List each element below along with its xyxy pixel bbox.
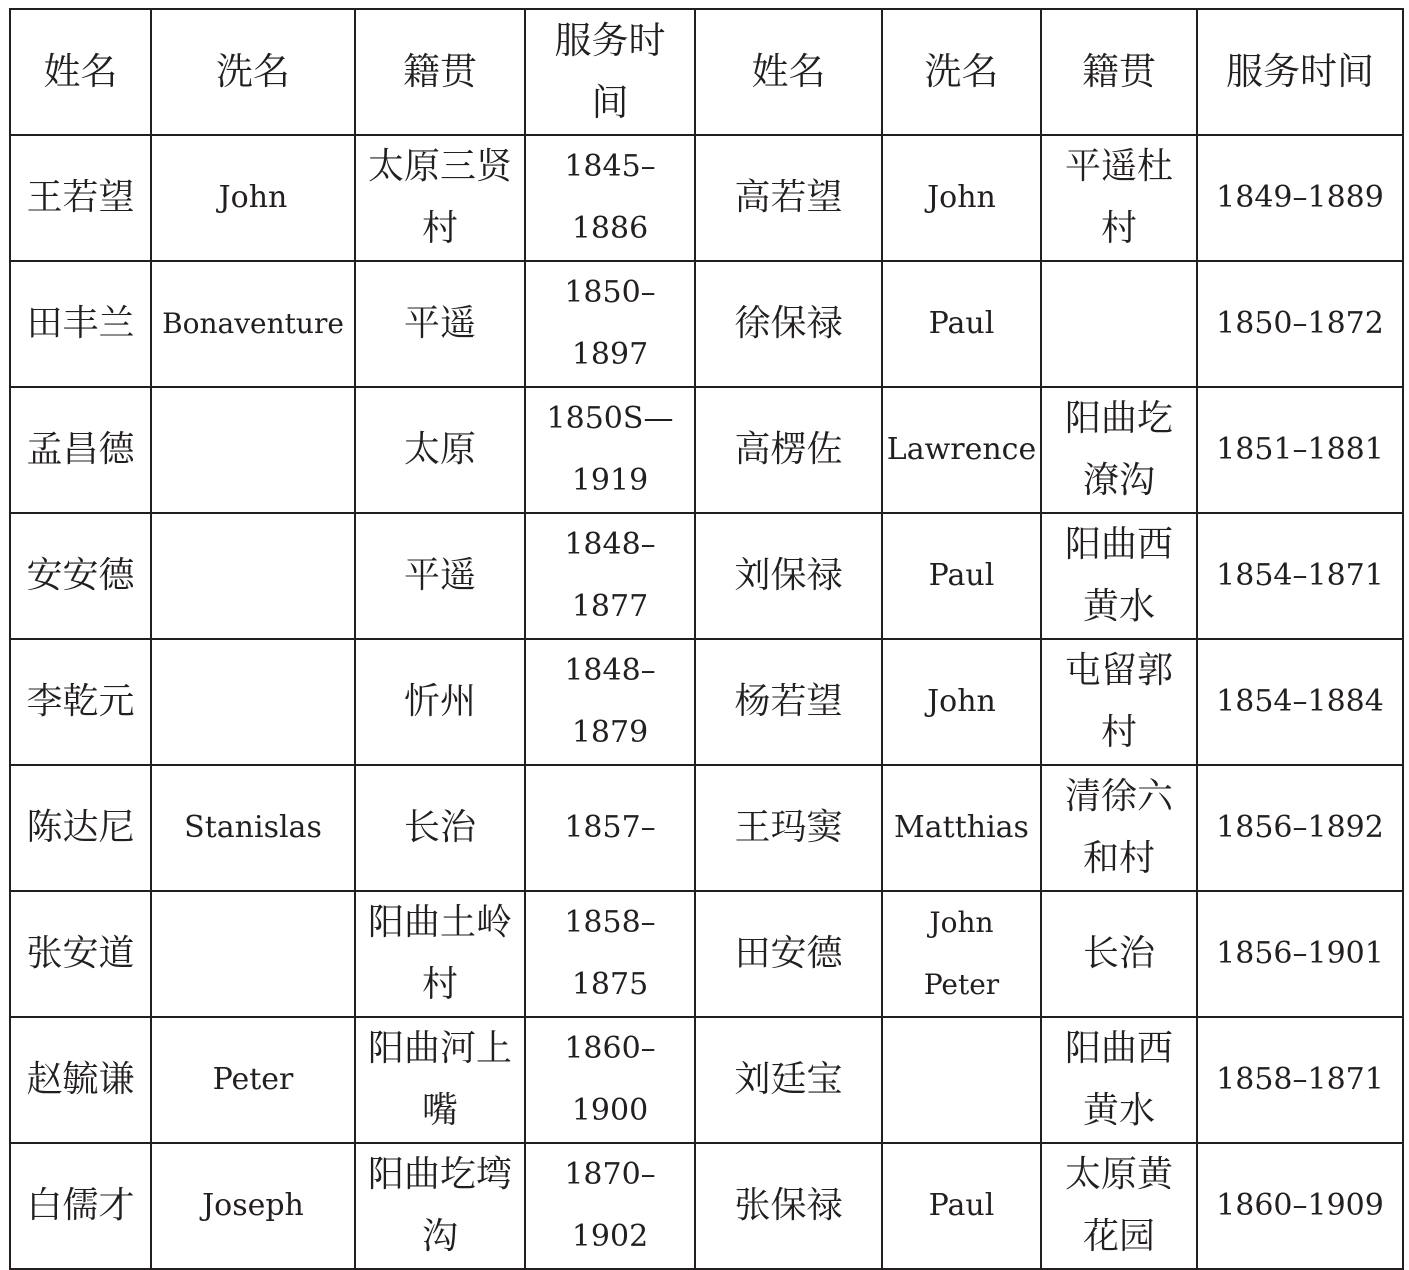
service-years-right-text: 1854–1871: [1216, 558, 1384, 593]
cell-origin-left: [355, 513, 525, 639]
cell-service-years-left: [525, 1017, 695, 1143]
cell-origin-right: [1041, 891, 1197, 1017]
service-years-right-text: 1851–1881: [1216, 432, 1384, 467]
cell-service-years-left: [525, 261, 695, 387]
cell-baptismal-name-left: [151, 891, 355, 1017]
cell-service-years-right: [1197, 891, 1403, 1017]
table-row: [10, 639, 1403, 765]
service-years-right-text: 1856–1892: [1216, 810, 1384, 845]
name-left-text: 孟昌德: [26, 429, 135, 470]
cell-origin-right: [1041, 765, 1197, 891]
name-left-text: 李乾元: [26, 681, 135, 722]
name-right-text: 王玛窦: [734, 807, 843, 848]
header-cell-baptismal-right: 洗名: [882, 9, 1041, 135]
cell-name-right: [695, 765, 882, 891]
header-row: [10, 9, 1403, 135]
name-right-text: 刘廷宝: [734, 1059, 843, 1100]
origin-right-text: 阳曲圪 潦沟: [1064, 398, 1173, 501]
name-right-text: 张保禄: [734, 1185, 843, 1226]
service-years-right-text: 1854–1884: [1216, 684, 1384, 719]
table-row: [10, 261, 1403, 387]
table-row: [10, 765, 1403, 891]
cell-name-left: [10, 639, 151, 765]
service-years-left-text: 1850S— 1919: [546, 401, 674, 498]
baptismal-name-right-text: John: [927, 684, 996, 719]
cell-service-years-right: [1197, 261, 1403, 387]
cell-service-years-left: [525, 387, 695, 513]
table-body: [10, 9, 1403, 1269]
name-left-text: 张安道: [26, 933, 135, 974]
origin-left-text: 太原三贤 村: [367, 146, 512, 249]
baptismal-name-left-text: Peter: [212, 1062, 294, 1097]
baptismal-name-right-text: John Peter: [923, 906, 1000, 1001]
header-cell-name-right: 姓名: [695, 9, 882, 135]
cell-name-right: [695, 135, 882, 261]
table-row: [10, 135, 1403, 261]
cell-baptismal-name-left: [151, 639, 355, 765]
cell-service-years-left: [525, 1143, 695, 1269]
origin-left-text: 阳曲圪塆 沟: [367, 1154, 512, 1257]
cell-baptismal-name-left: [151, 135, 355, 261]
cell-service-years-right: [1197, 135, 1403, 261]
baptismal-name-left-text: John: [218, 180, 288, 215]
cell-service-years-right: [1197, 1143, 1403, 1269]
table-row: [10, 387, 1403, 513]
cell-service-years-right: [1197, 765, 1403, 891]
origin-left-text: 忻州: [403, 681, 476, 722]
cell-baptismal-name-right: [882, 387, 1041, 513]
cell-baptismal-name-right: [882, 513, 1041, 639]
service-years-left-text: 1857–: [564, 810, 656, 845]
cell-origin-left: [355, 1017, 525, 1143]
service-years-right-text: 1860–1909: [1216, 1188, 1384, 1223]
table-row: [10, 513, 1403, 639]
priest-roster-table: [9, 8, 1404, 1270]
origin-right-text: 长治: [1082, 933, 1155, 974]
table-row: [10, 891, 1403, 1017]
name-left-text: 安安德: [26, 555, 135, 596]
cell-service-years-right: [1197, 513, 1403, 639]
service-years-left-text: 1848– 1879: [564, 653, 656, 750]
cell-origin-left: [355, 387, 525, 513]
header-cell-years-left: 服务时 间: [525, 9, 695, 135]
origin-left-text: 平遥: [403, 303, 476, 344]
cell-baptismal-name-left: [151, 513, 355, 639]
cell-baptismal-name-right: [882, 1017, 1041, 1143]
service-years-left-text: 1870– 1902: [564, 1157, 656, 1254]
cell-origin-right: [1041, 261, 1197, 387]
cell-name-right: [695, 639, 882, 765]
cell-name-left: [10, 1017, 151, 1143]
cell-name-right: [695, 387, 882, 513]
cell-name-left: [10, 513, 151, 639]
cell-baptismal-name-right: [882, 1143, 1041, 1269]
origin-right-text: 平遥杜 村: [1064, 146, 1173, 249]
name-right-text: 杨若望: [734, 681, 843, 722]
origin-right-text: 屯留郭 村: [1064, 650, 1173, 753]
name-right-text: 高若望: [734, 177, 843, 218]
cell-service-years-right: [1197, 1017, 1403, 1143]
service-years-left-text: 1845– 1886: [564, 149, 656, 246]
cell-baptismal-name-left: [151, 387, 355, 513]
header-cell-origin-left: 籍贯: [355, 9, 525, 135]
cell-baptismal-name-left: [151, 1017, 355, 1143]
name-left-text: 白儒才: [26, 1185, 135, 1226]
cell-baptismal-name-right: [882, 261, 1041, 387]
header-cell-baptismal-left: 洗名: [151, 9, 355, 135]
cell-baptismal-name-right: [882, 639, 1041, 765]
cell-name-right: [695, 513, 882, 639]
cell-baptismal-name-right: [882, 891, 1041, 1017]
name-right-text: 田安德: [734, 933, 843, 974]
cell-name-left: [10, 765, 151, 891]
cell-service-years-left: [525, 513, 695, 639]
cell-name-left: [10, 135, 151, 261]
baptismal-name-left-text: Bonaventure: [162, 307, 344, 340]
origin-right-text: 阳曲西 黄水: [1064, 524, 1173, 627]
cell-origin-left: [355, 891, 525, 1017]
service-years-right-text: 1849–1889: [1216, 180, 1384, 215]
cell-origin-right: [1041, 513, 1197, 639]
cell-name-left: [10, 1143, 151, 1269]
cell-baptismal-name-left: [151, 1143, 355, 1269]
cell-service-years-left: [525, 765, 695, 891]
cell-service-years-right: [1197, 639, 1403, 765]
origin-right-text: 阳曲西 黄水: [1064, 1028, 1173, 1131]
name-left-text: 赵毓谦: [26, 1059, 135, 1100]
name-right-text: 高楞佐: [734, 429, 843, 470]
baptismal-name-left-text: Stanislas: [184, 810, 322, 845]
service-years-right-text: 1850–1872: [1216, 306, 1384, 341]
cell-baptismal-name-left: [151, 261, 355, 387]
baptismal-name-right-text: Paul: [928, 558, 995, 593]
origin-left-text: 阳曲土岭 村: [367, 902, 512, 1005]
cell-service-years-left: [525, 135, 695, 261]
service-years-left-text: 1858– 1875: [564, 905, 656, 1002]
cell-baptismal-name-right: [882, 135, 1041, 261]
origin-right-text: 清徐六 和村: [1064, 776, 1173, 879]
origin-left-text: 太原: [403, 429, 476, 470]
header-cell-years-right: 服务时间: [1197, 9, 1403, 135]
cell-origin-left: [355, 1143, 525, 1269]
cell-service-years-left: [525, 639, 695, 765]
cell-origin-right: [1041, 135, 1197, 261]
service-years-left-text: 1850– 1897: [564, 275, 656, 372]
cell-name-right: [695, 1017, 882, 1143]
cell-name-left: [10, 891, 151, 1017]
origin-left-text: 阳曲河上 嘴: [367, 1028, 512, 1131]
baptismal-name-right-text: Paul: [928, 306, 995, 341]
origin-left-text: 平遥: [403, 555, 476, 596]
name-left-text: 田丰兰: [26, 303, 135, 344]
cell-name-left: [10, 387, 151, 513]
baptismal-name-right-text: Lawrence: [886, 432, 1037, 467]
cell-origin-left: [355, 765, 525, 891]
table-row: [10, 1143, 1403, 1269]
cell-name-left: [10, 261, 151, 387]
service-years-right-text: 1858–1871: [1216, 1062, 1384, 1097]
header-cell-origin-right: 籍贯: [1041, 9, 1197, 135]
cell-origin-left: [355, 261, 525, 387]
cell-origin-right: [1041, 1143, 1197, 1269]
name-right-text: 徐保禄: [734, 303, 843, 344]
cell-service-years-right: [1197, 387, 1403, 513]
name-left-text: 王若望: [26, 177, 135, 218]
service-years-left-text: 1848– 1877: [564, 527, 656, 624]
cell-origin-right: [1041, 387, 1197, 513]
origin-right-text: 太原黄 花园: [1064, 1154, 1173, 1257]
cell-name-right: [695, 1143, 882, 1269]
table-row: [10, 1017, 1403, 1143]
name-left-text: 陈达尼: [26, 807, 135, 848]
cell-service-years-left: [525, 891, 695, 1017]
cell-name-right: [695, 261, 882, 387]
origin-left-text: 长治: [403, 807, 476, 848]
baptismal-name-right-text: Paul: [928, 1188, 995, 1223]
cell-origin-left: [355, 639, 525, 765]
header-cell-name-left: 姓名: [10, 9, 151, 135]
cell-origin-right: [1041, 639, 1197, 765]
service-years-right-text: 1856–1901: [1216, 936, 1384, 971]
cell-baptismal-name-right: [882, 765, 1041, 891]
name-right-text: 刘保禄: [734, 555, 843, 596]
cell-name-right: [695, 891, 882, 1017]
cell-baptismal-name-left: [151, 765, 355, 891]
baptismal-name-right-text: Matthias: [894, 810, 1029, 845]
baptismal-name-right-text: John: [927, 180, 996, 215]
baptismal-name-left-text: Joseph: [202, 1188, 304, 1223]
cell-origin-left: [355, 135, 525, 261]
cell-origin-right: [1041, 1017, 1197, 1143]
service-years-left-text: 1860– 1900: [564, 1031, 656, 1128]
